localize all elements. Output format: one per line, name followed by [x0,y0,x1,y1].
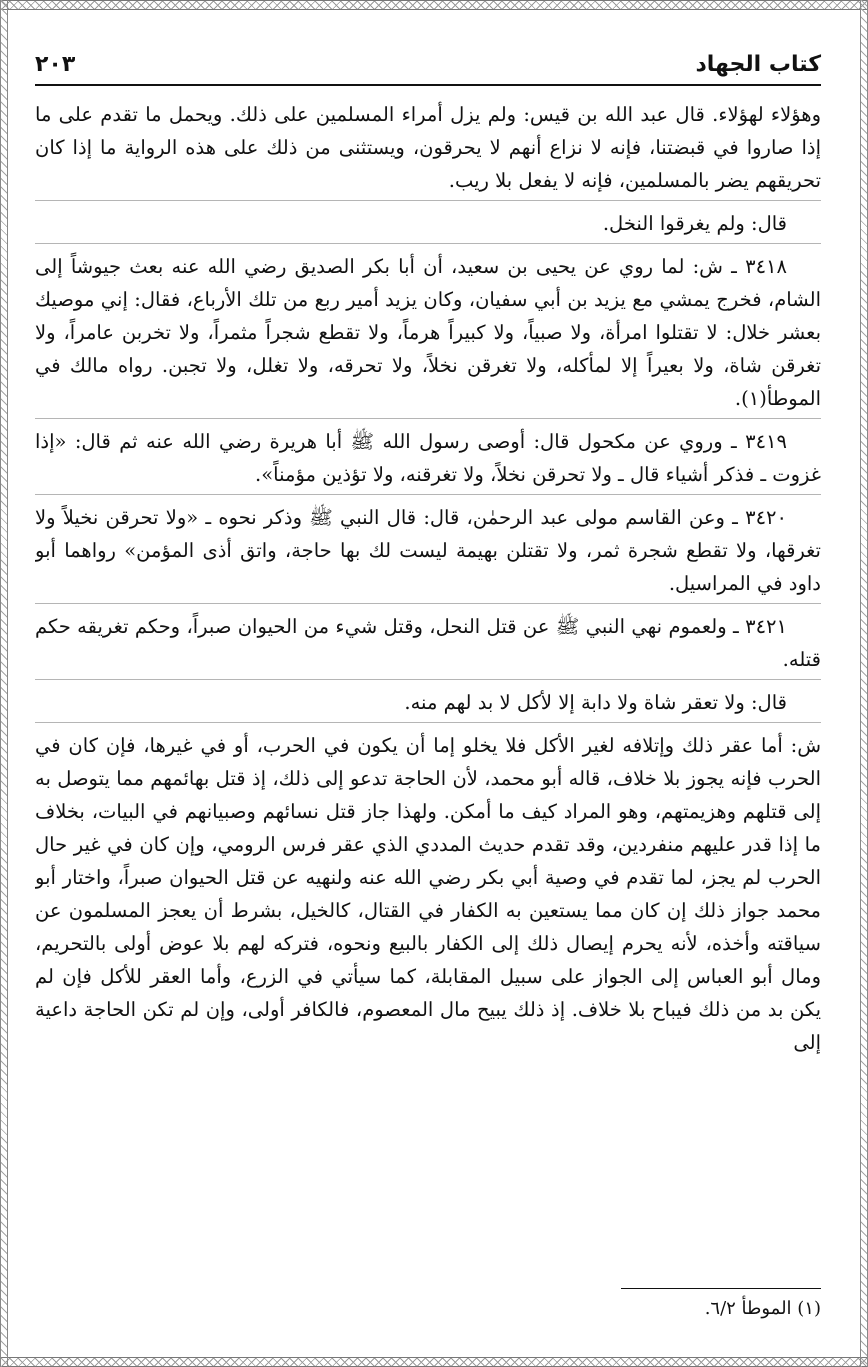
paragraph-3420: ٣٤٢٠ ـ وعن القاسم مولى عبد الرحمٰن، قال: قال النبي ﷺ وذكر نحوه ـ «ولا تحرقن نخيلاً ولا تغرقها، ولا تقطع شجرة ثمر، ولا تقتلن بهيمة ليست لك بها حاجة، واتق أذى المؤمن» رواهما أبو داود في المراسيل. [35,501,821,604]
paragraph-3418: ٣٤١٨ ـ ش: لما روي عن يحيى بن سعيد، أن أبا بكر الصديق رضي الله عنه بعث جيوشاً إلى الشام، فخرج يمشي مع يزيد بن أبي سفيان، وكان يزيد أمير ربع من تلك الأرباع، فقال: إني موصيك بعشر خلال: لا تقتلوا امرأة، ولا صبياً، ولا كبيراً هرماً، ولا تقطع شجراً مثمراً، ولا تخربن عامراً، ولا تغرقن شاة، ولا بعيراً إلا لمأكله، ولا تغرقن نخلاً، ولا تحرقه، ولا تغلل، ولا تجبن. رواه مالك في الموطأ(١). [35,250,821,419]
running-title: كتاب الجهاد [695,52,821,77]
page-border-right [860,0,868,1367]
paragraph-3421: ٣٤٢١ ـ ولعموم نهي النبي ﷺ عن قتل النحل، وقتل شيء من الحيوان صبراً، وحكم تغريقه حكم قتله. [35,610,821,680]
page-border-top [0,0,868,10]
footnote: (١) الموطأ ٦/٢. [704,1298,821,1319]
body-text [35,98,821,1268]
paragraph-matn-2: قال: ولا تعقر شاة ولا دابة إلا لأكل لا بد لهم منه. [35,686,821,723]
page-border-bottom [0,1357,868,1367]
paragraph-sharh: ش: أما عقر ذلك وإتلافه لغير الأكل فلا يخلو إما أن يكون في الحرب، أو في غيرها، فإن كان في الحرب فإنه يجوز بلا خلاف، قاله أبو محمد، لأن الحاجة تدعو إلى ذلك، إذ قتل بهائمهم مما يتوصل به إلى قتلهم وهزيمتهم، وهو المراد كيف ما أمكن. ولهذا جاز قتل نسائهم وصبيانهم في البيات، بخلاف ما إذا قدر عليهم منفردين، وقد تقدم حديث المددي الذي عقر فرس الرومي، وإن كان في غير حال الحرب لم يجز، لما تقدم في وصية أبي بكر رضي الله عنه ولنهيه عن قتل الحيوان صبراً، واختار أبو محمد جواز ذلك إن كان مما يستعين به الكفار في القتال، كالخيل، بشرط أن يعجز المسلمون عن سياقته وأخذه، لأنه يحرم إيصال ذلك إلى الكفار بالبيع ونحوه، فتركه لهم بلا عوض أولى بالتحريم، ومال أبو العباس إلى الجواز على سبيل المقابلة، كما سيأتي في الزرع، وأما العقر للأكل فإن لم يكن بد من ذلك فيباح بلا خلاف. إذ ذلك يبيح مال المعصوم، فالكافر أولى، وإن لم تكن الحاجة داعية إلى [35,734,821,1054]
page-header [35,44,821,86]
page-number: ٢٠٣ [35,52,76,77]
paragraph-matn-1: قال: ولم يغرقوا النخل. [35,207,821,244]
footnote-separator [621,1288,821,1289]
paragraph-continuation: وهؤلاء لهؤلاء. قال عبد الله بن قيس: ولم يزل أمراء المسلمين على ذلك. ويحمل ما تقدم على ما إذا صاروا في قبضتنا، فإنه لا نزاع أنهم لا يحرقون، ويستثنى من ذلك على هذه الرواية ما إذا كان تحريقهم يضر بالمسلمين، فإنه لا يفعل بلا ريب. [35,98,821,201]
paragraph-3419: ٣٤١٩ ـ وروي عن مكحول قال: أوصى رسول الله ﷺ أبا هريرة رضي الله عنه ثم قال: «إذا غزوت ـ فذكر أشياء قال ـ ولا تحرقن نخلاً، ولا تغرقنه، ولا تؤذين مؤمناً». [35,425,821,495]
page-border-left [0,0,8,1367]
